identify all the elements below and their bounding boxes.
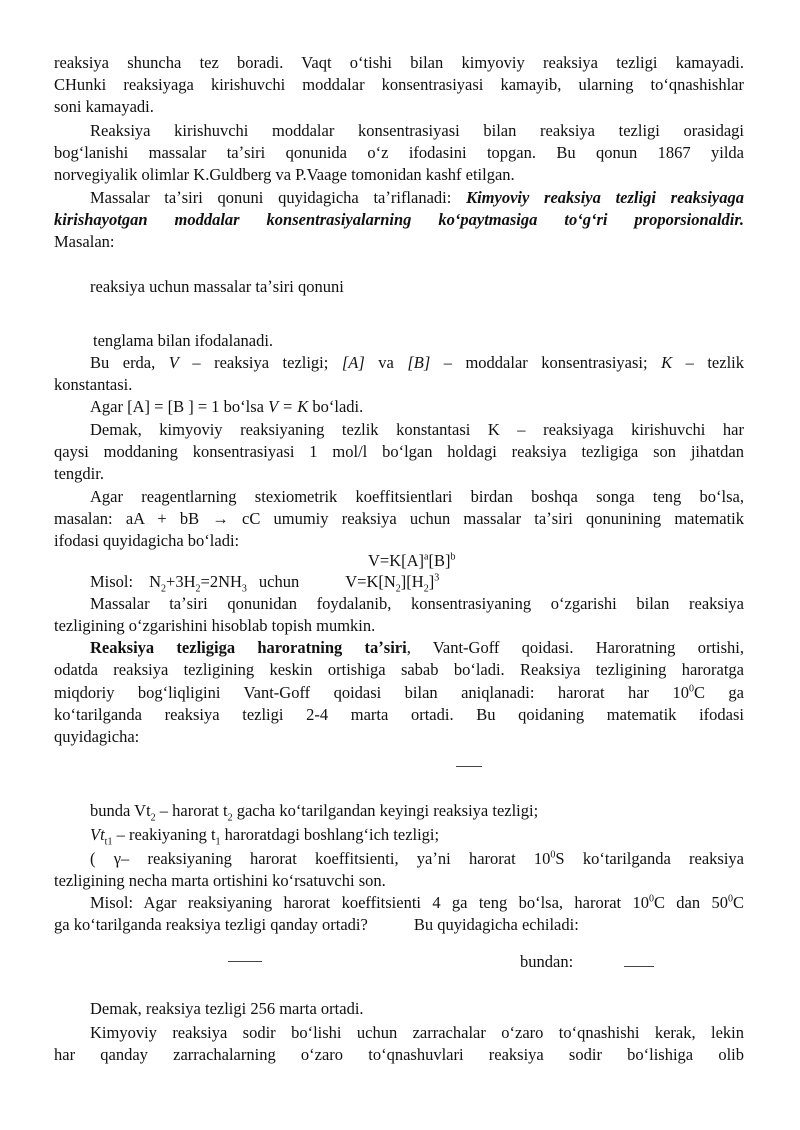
fraction-bar bbox=[456, 766, 482, 767]
text-line: har qanday zarrachalarning oʻzaro toʻqnashuvlari reaksiya sodir boʻlishiga olib bbox=[54, 1045, 744, 1064]
symbol-vt: Vt bbox=[90, 825, 105, 844]
text: – tezlik bbox=[672, 353, 744, 372]
formula-part: =2NH bbox=[200, 572, 242, 591]
subscript: 2 bbox=[423, 583, 429, 595]
text: ( γ– reaksiyaning harorat koeffitsienti, yaʼni harorat 10 bbox=[90, 849, 551, 868]
subscript: 2 bbox=[227, 812, 233, 824]
text-line: tezligining oʻzgarishini hisoblab topish mumkin. bbox=[54, 616, 376, 635]
section-heading-line bbox=[90, 637, 744, 659]
text: uchun bbox=[258, 572, 300, 591]
text: – harorat t bbox=[155, 801, 228, 820]
text-line bbox=[54, 682, 744, 704]
text: bunda Vt bbox=[90, 801, 151, 820]
symbol-v: V bbox=[168, 353, 179, 372]
text: C bbox=[732, 893, 744, 912]
text-line: Masalan: bbox=[54, 232, 115, 251]
text-line: tezligining necha marta ortishini koʻrsatuvchi son. bbox=[54, 871, 386, 890]
superscript: 0 bbox=[727, 893, 733, 905]
superscript: 3 bbox=[434, 572, 440, 584]
text: Massalar taʼsiri qonuni quyidagicha taʼriflanadi: bbox=[90, 188, 467, 207]
text-line: Massalar taʼsiri qonunidan foydalanib, konsentrasiyaning oʻzgarishi bilan reaksiya bbox=[90, 594, 744, 613]
text-line bbox=[54, 914, 744, 936]
symbol-b: [B] bbox=[407, 353, 431, 372]
fraction-bar bbox=[624, 966, 654, 967]
text-line: norvegiyalik olimlar K.Guldberg va P.Vaage tomonidan kashf etilgan. bbox=[54, 165, 515, 184]
subscript: 3 bbox=[241, 583, 247, 595]
text: , Vant-Goff qoidasi. Haroratning ortishi, bbox=[406, 638, 744, 657]
text-line bbox=[90, 396, 744, 418]
text-line bbox=[90, 848, 744, 870]
text-line bbox=[90, 800, 744, 822]
formula-part: +3H bbox=[166, 572, 196, 591]
text-line: tengdir. bbox=[54, 464, 104, 483]
text-line: Demak, kimyoviy reaksiyaning tezlik konstantasi K – reaksiyaga kirishuvchi har bbox=[90, 420, 744, 439]
text-line: bogʻlanishi massalar taʼsiri qonunida oʻz ifodasini topgan. Bu qonun 1867 yilda bbox=[54, 143, 744, 162]
text-line: koʻtarilganda reaksiya tezligi 2-4 marta ortadi. Bu qoidaning matematik ifodasi bbox=[54, 705, 744, 724]
subscript: 2 bbox=[161, 583, 167, 595]
text-line: Agar reagentlarning stexiometrik koeffitsientlari birdan boshqa songa teng boʻlsa, bbox=[90, 487, 744, 506]
subscript: 2 bbox=[395, 583, 401, 595]
example-label: Misol: bbox=[90, 572, 134, 591]
superscript: 0 bbox=[550, 849, 556, 861]
text: Bu quyidagicha echiladi: bbox=[413, 915, 579, 934]
text-line: reaksiya shuncha tez boradi. Vaqt oʻtishi bilan kimyoviy reaksiya tezligi kamayadi. bbox=[54, 53, 744, 72]
text-line: odatda reaksiya tezligining keskin ortishiga sabab boʻladi. Reaksiya tezligining haroratga bbox=[54, 660, 744, 679]
text-line: CHunki reaksiyaga kirishuvchi moddalar konsentrasiyasi kamayib, ularning toʻqnashishlar bbox=[54, 75, 744, 94]
text-line: Reaksiya kirishuvchi moddalar konsentrasiyasi bilan reaksiya tezligi orasidagi bbox=[90, 121, 744, 140]
text: ga koʻtarilganda reaksiya tezligi qanday ortadi? bbox=[54, 915, 368, 934]
text-line: qaysi moddaning konsentrasiyasi 1 mol/l boʻlgan holdagi reaksiya tezligiga son jihatdan bbox=[54, 442, 744, 461]
symbol-a: [A] bbox=[341, 353, 365, 372]
text: Agar [A] = [B ] = 1 boʻlsa bbox=[90, 397, 269, 416]
text: – reakiyaning t bbox=[112, 825, 216, 844]
text-line: ifodasi quyidagicha boʻladi: bbox=[54, 531, 240, 550]
fraction-bar bbox=[228, 961, 262, 962]
formula-part: ] bbox=[428, 572, 435, 591]
definition-bold: kirishayotgan moddalar konsentrasiyalarning koʻpaytmasiga toʻgʻri proporsionaldir. bbox=[54, 210, 744, 229]
mass-action-formula bbox=[368, 550, 568, 572]
text-line: bundan: bbox=[520, 952, 574, 971]
text-line: masalan: aA + bB → cC umumiy reaksiya uchun massalar taʼsiri qonunining matematik bbox=[54, 509, 744, 528]
text: miqdoriy bogʻliqligini Vant-Goff qoidasi bilan aniqlanadi: harorat har 10 bbox=[54, 683, 689, 702]
formula-v-k: V = K bbox=[268, 397, 309, 416]
formula-part: V=K[N bbox=[345, 572, 396, 591]
text-line: soni kamayadi. bbox=[54, 97, 154, 116]
subscript: 2 bbox=[195, 583, 201, 595]
text: boʻladi. bbox=[308, 397, 364, 416]
text: C ga bbox=[693, 683, 744, 702]
text: va bbox=[364, 353, 408, 372]
section-heading: Reaksiya tezligiga haroratning taʼsiri bbox=[90, 638, 407, 657]
text-line: quyidagicha: bbox=[54, 727, 140, 746]
example-line bbox=[90, 571, 590, 593]
text: C dan 50 bbox=[653, 893, 728, 912]
formula-part: [B] bbox=[428, 551, 451, 570]
formula-part: N bbox=[149, 572, 162, 591]
text: S koʻtarilganda reaksiya bbox=[555, 849, 744, 868]
text: haroratdagi boshlangʻich tezligi; bbox=[220, 825, 440, 844]
definition-bold: Kimyoviy reaksiya tezligi reaksiyaga bbox=[466, 188, 744, 207]
text-line bbox=[90, 892, 744, 914]
subscript: 2 bbox=[150, 812, 156, 824]
formula-part: V=K[A] bbox=[368, 551, 425, 570]
superscript: 0 bbox=[648, 893, 654, 905]
formula-part: ][H bbox=[400, 572, 424, 591]
symbol-k: K bbox=[661, 353, 673, 372]
text-line: tenglama bilan ifodalanadi. bbox=[93, 331, 274, 350]
text-line bbox=[90, 824, 744, 846]
text: Misol: Agar reaksiyaning harorat koeffitsienti 4 ga teng boʻlsa, harorat 10 bbox=[90, 893, 649, 912]
text-line: Kimyoviy reaksiya sodir boʻlishi uchun zarrachalar oʻzaro toʻqnashishi kerak, lekin bbox=[90, 1023, 744, 1042]
text: Bu erda, bbox=[90, 353, 169, 372]
subscript: 1 bbox=[215, 836, 221, 848]
subscript: t1 bbox=[104, 836, 113, 848]
definition-line bbox=[54, 209, 744, 231]
text: – moddalar konsentrasiyasi; bbox=[430, 353, 662, 372]
text-line: konstantasi. bbox=[54, 375, 133, 394]
text-line: Demak, reaksiya tezligi 256 marta ortadi. bbox=[90, 999, 364, 1018]
text: gacha koʻtarilgandan keyingi reaksiya tezligi; bbox=[232, 801, 539, 820]
text-line bbox=[90, 352, 744, 374]
definition-line bbox=[90, 187, 744, 209]
text: – reaksiya tezligi; bbox=[178, 353, 342, 372]
superscript: 0 bbox=[688, 683, 694, 695]
exponent-b: b bbox=[450, 551, 456, 563]
text-line: reaksiya uchun massalar taʼsiri qonuni bbox=[90, 277, 344, 296]
exponent-a: a bbox=[424, 551, 429, 563]
